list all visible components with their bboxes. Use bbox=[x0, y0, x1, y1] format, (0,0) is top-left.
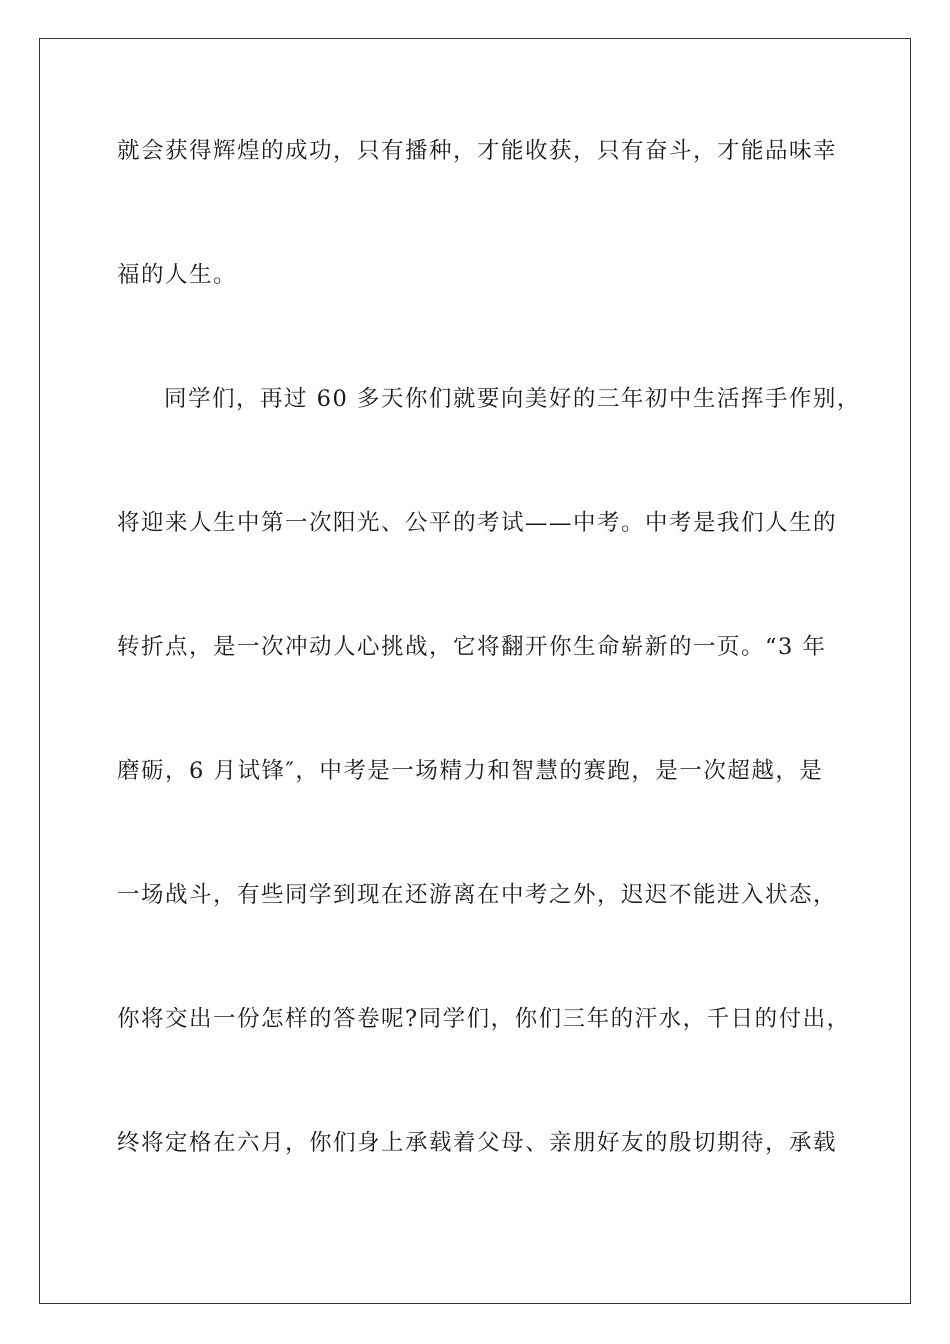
text-line-8: 你将交出一份怎样的答卷呢?同学们，你们三年的汗水，千日的付出， bbox=[117, 1006, 851, 1032]
paragraph-start-line: 同学们，再过 60 多天你们就要向美好的三年初中生活挥手作别， bbox=[164, 386, 861, 412]
text-line-6: 磨砺，6 月试锋″，中考是一场精力和智慧的赛跑，是一次超越，是 bbox=[117, 758, 824, 784]
page-border bbox=[39, 38, 911, 1304]
text-line-5: 转折点，是一次冲动人心挑战，它将翻开你生命崭新的一页。“3 年 bbox=[117, 634, 827, 660]
text-line-2: 福的人生。 bbox=[117, 262, 238, 288]
text-line-9: 终将定格在六月，你们身上承载着父母、亲朋好友的殷切期待，承载 bbox=[117, 1130, 838, 1156]
text-line-1: 就会获得辉煌的成功，只有播种，才能收获，只有奋斗，才能品味幸 bbox=[117, 138, 838, 164]
text-line-4: 将迎来人生中第一次阳光、公平的考试——中考。中考是我们人生的 bbox=[117, 510, 838, 536]
text-line-7: 一场战斗，有些同学到现在还游离在中考之外，迟迟不能进入状态， bbox=[117, 882, 838, 908]
